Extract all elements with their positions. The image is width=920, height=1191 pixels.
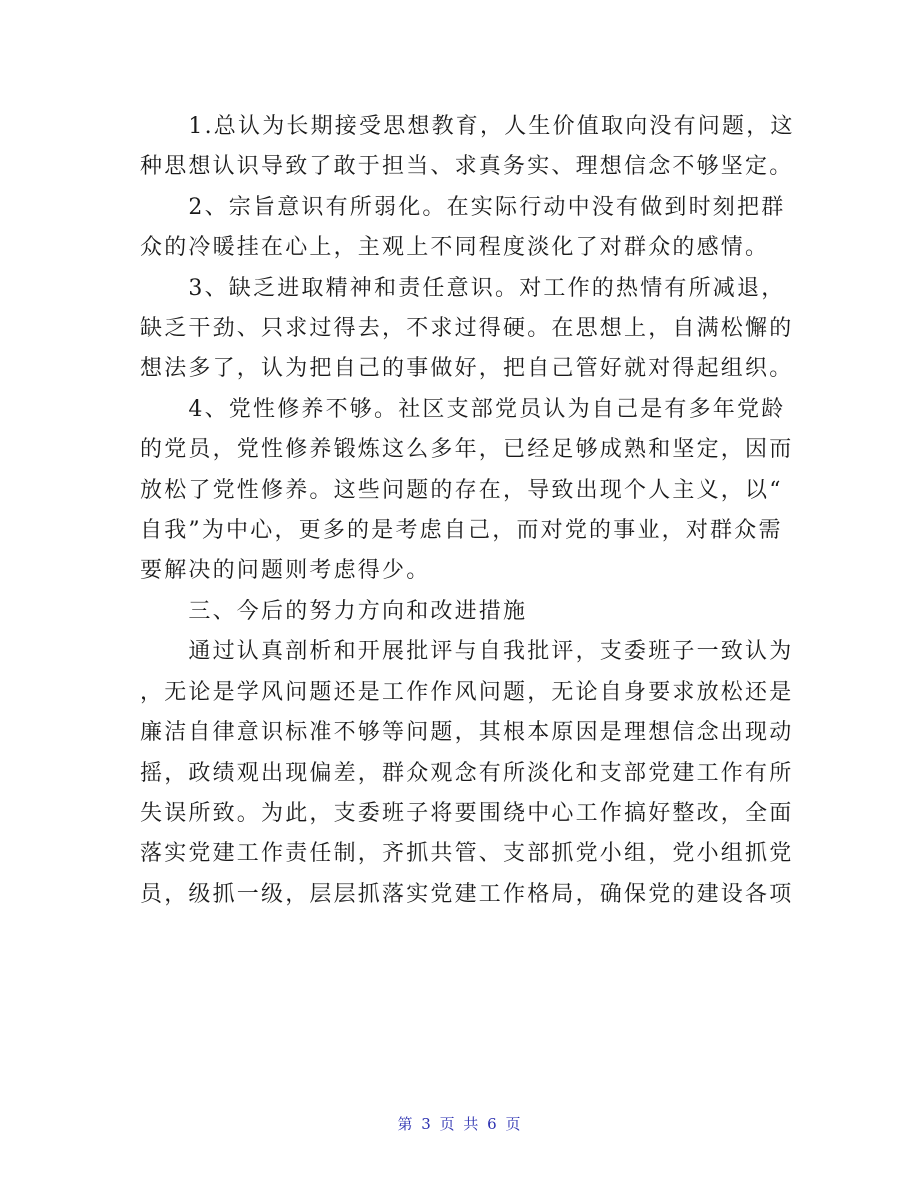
text-line: 三、今后的努力方向和改进措施 [140, 598, 528, 624]
paragraph-3 [140, 269, 800, 390]
paragraph-2 [140, 188, 800, 269]
paragraph-6 [140, 632, 800, 915]
text-line: 缺乏干劲、只求过得去，不求过得硬。在思想上，自满松懈的 [140, 316, 794, 342]
text-line: 摇，政绩观出现偏差，群众观念有所淡化和支部党建工作有所 [140, 760, 794, 786]
text-line: 落实党建工作责任制，齐抓共管、支部抓党小组，党小组抓党 [140, 841, 794, 867]
text-line: 廉洁自律意识标准不够等问题，其根本原因是理想信念出现动 [140, 720, 794, 746]
paragraph-4 [140, 390, 800, 592]
paragraph-1 [140, 107, 800, 188]
text-line: ，无论是学风问题还是工作作风问题，无论自身要求放松还是 [140, 679, 794, 705]
text-line: 种思想认识导致了敢于担当、求真务实、理想信念不够坚定。 [140, 154, 794, 180]
text-line: 员，级抓一级，层层抓落实党建工作格局，确保党的建设各项 [140, 881, 794, 907]
section-heading [140, 592, 800, 632]
page-number: 第 3 页 共 6 页 [397, 1115, 523, 1133]
text-line: 失误所致。为此，支委班子将要围绕中心工作搞好整改，全面 [140, 800, 794, 826]
text-line: 自我”为中心，更多的是考虑自己，而对党的事业，对群众需 [140, 518, 783, 544]
text-line: 想法多了，认为把自己的事做好，把自己管好就对得起组织。 [140, 356, 794, 382]
text-line: 的党员，党性修养锻炼这么多年，已经足够成熟和坚定，因而 [140, 437, 794, 463]
text-line: 4、党性修养不够。社区支部党员认为自己是有多年党龄 [140, 396, 786, 422]
text-line: 放松了党性修养。这些问题的存在，导致出现个人主义，以“ [140, 477, 783, 503]
text-line: 要解决的问题则考虑得少。 [140, 558, 431, 584]
document-body [140, 107, 800, 915]
text-line: 众的冷暖挂在心上，主观上不同程度淡化了对群众的感情。 [140, 235, 770, 261]
text-line: 2、宗旨意识有所弱化。在实际行动中没有做到时刻把群 [140, 194, 786, 220]
text-line: 通过认真剖析和开展批评与自我批评，支委班子一致认为 [140, 639, 794, 665]
text-line: 3、缺乏进取精神和责任意识。对工作的热情有所减退， [140, 275, 786, 301]
text-line: 1.总认为长期接受思想教育，人生价值取向没有问题，这 [140, 114, 795, 139]
